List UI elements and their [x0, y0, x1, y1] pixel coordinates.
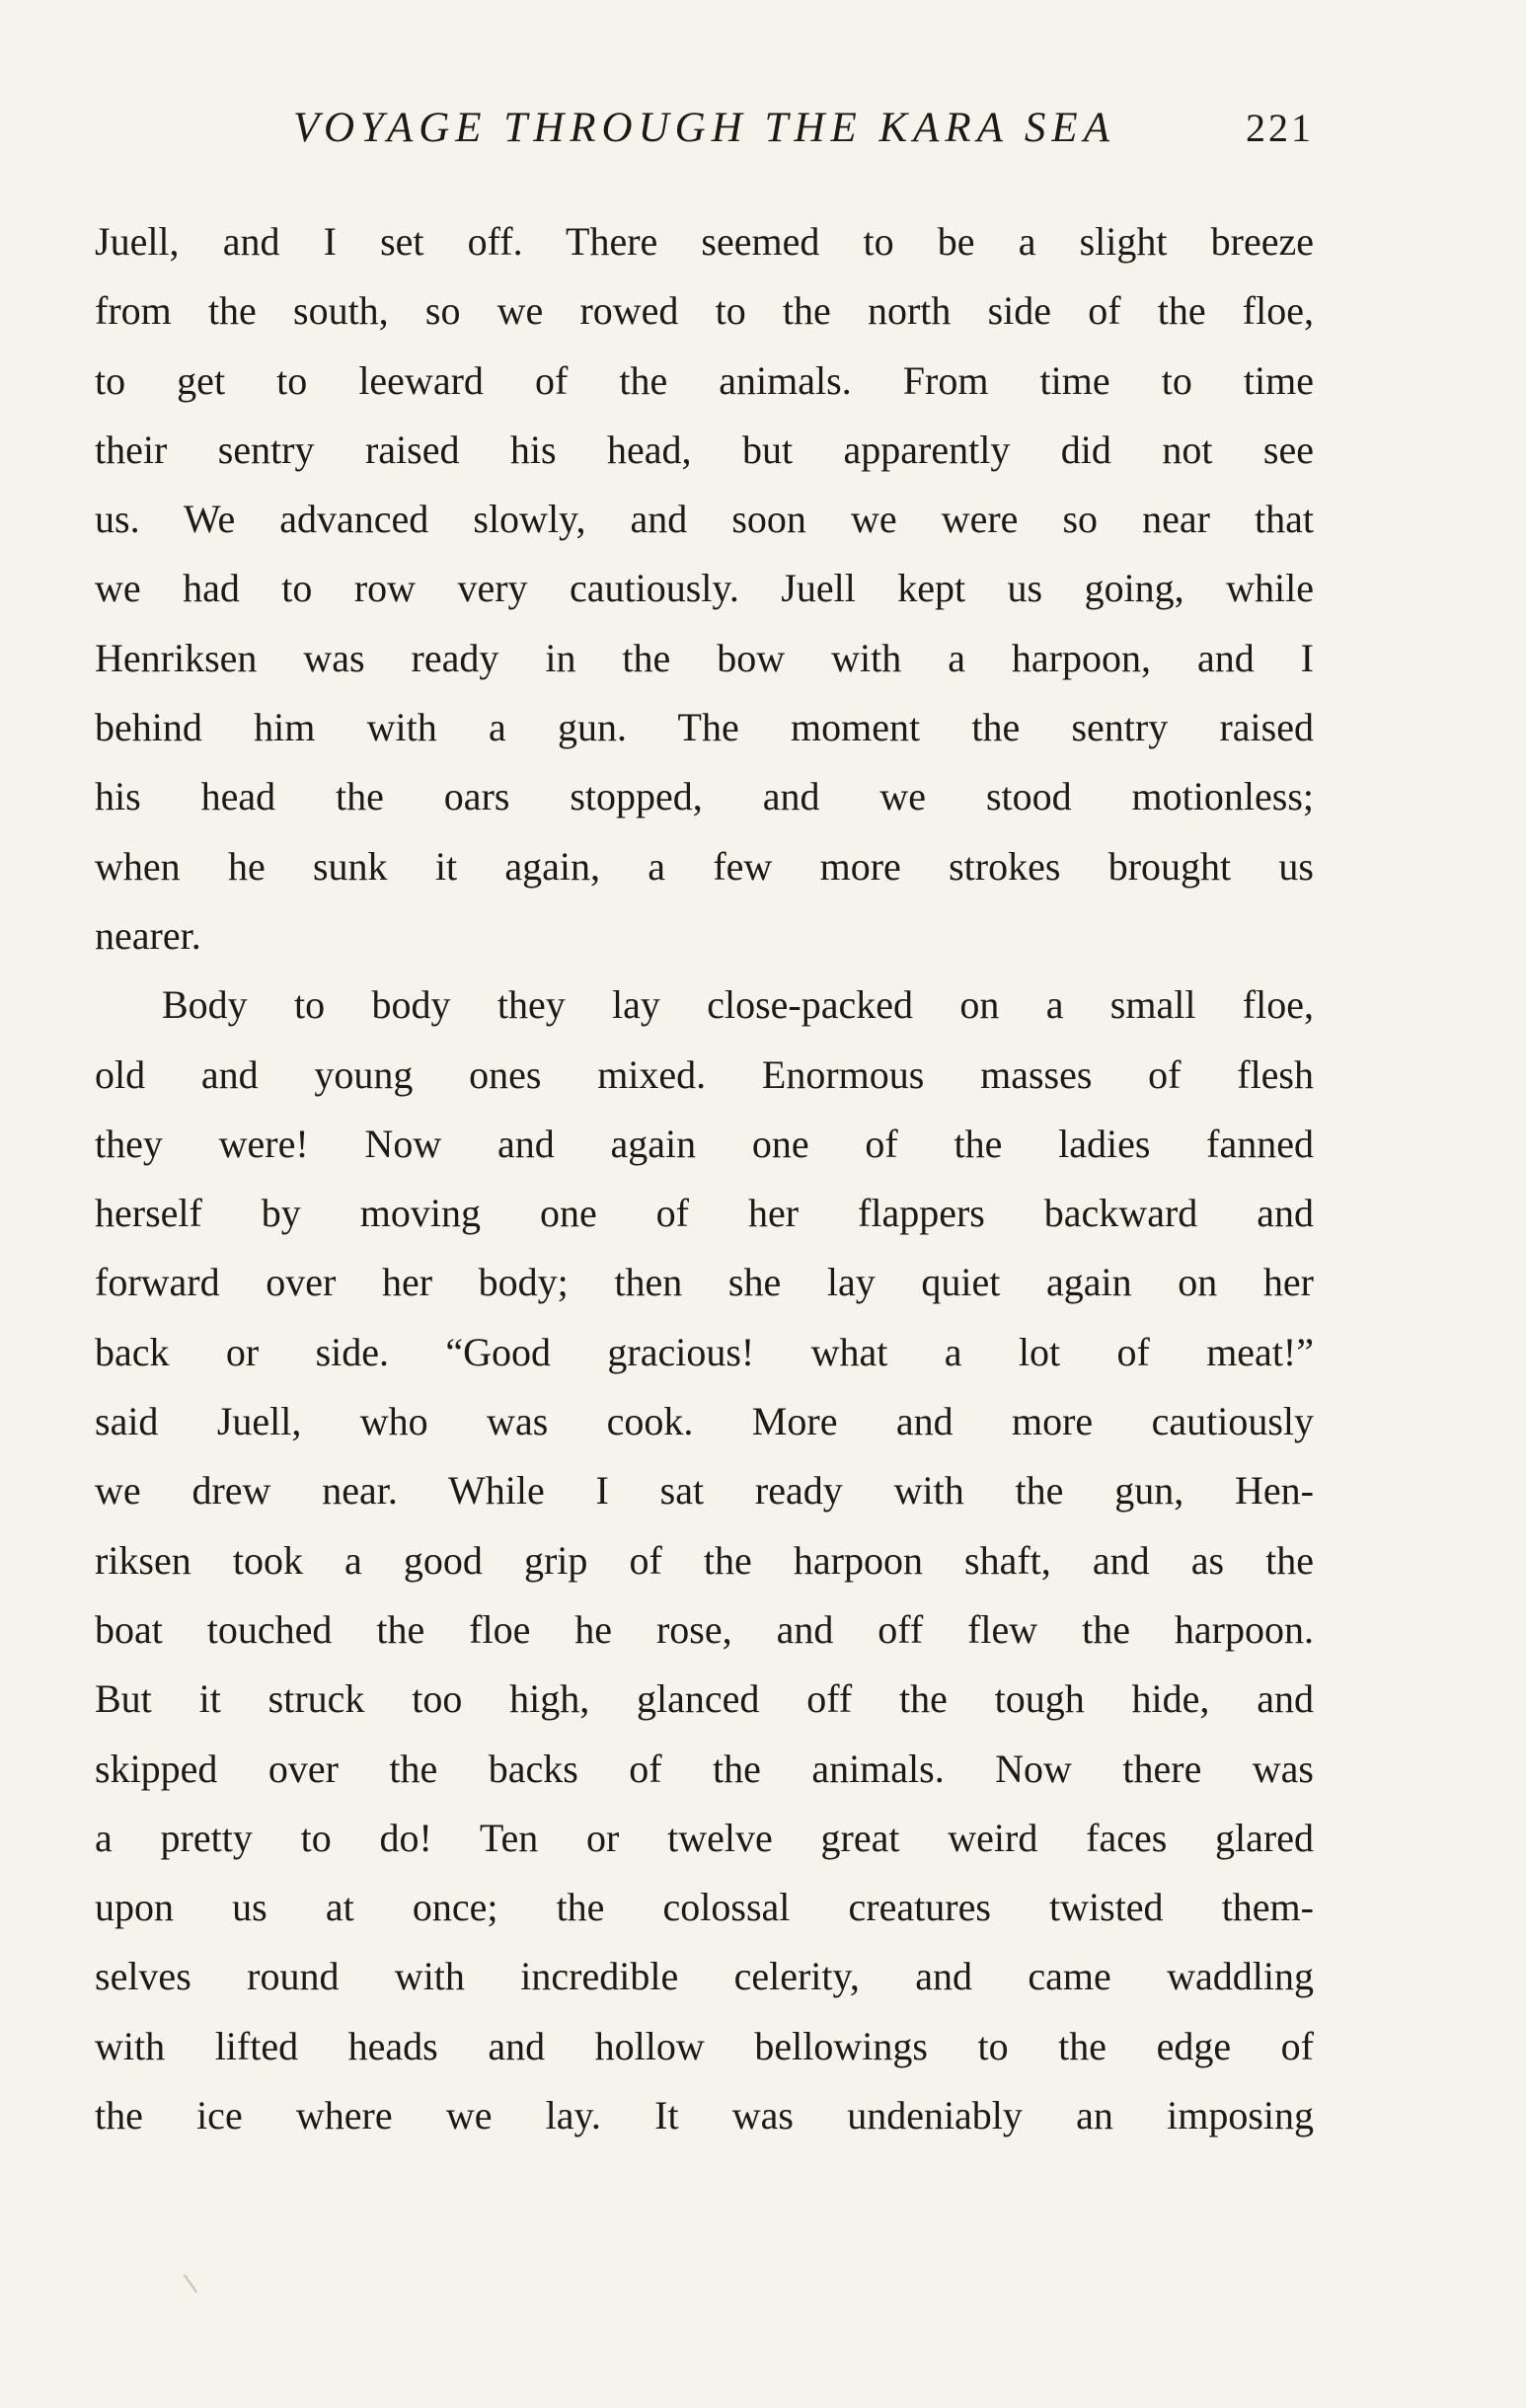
text-line: with lifted heads and hollow bellowings to the edge of — [95, 2023, 1314, 2068]
paper-mark — [184, 2274, 197, 2292]
text-line: Juell, and I set off. There seemed to be a slight breeze — [95, 219, 1314, 264]
text-line: Henriksen was ready in the bow with a harpoon, and I — [95, 635, 1314, 680]
text-line: behind him with a gun. The moment the sentry raised — [95, 705, 1314, 750]
running-title: VOYAGE THROUGH THE KARA SEA — [293, 105, 1115, 151]
text-line: skipped over the backs of the animals. Now there was — [95, 1746, 1314, 1791]
body-text — [95, 207, 1314, 2150]
text-line: old and young ones mixed. Enormous masses of flesh — [95, 1051, 1314, 1097]
text-line: herself by moving one of her flappers backward and — [95, 1191, 1314, 1236]
text-line: to get to leeward of the animals. From time to time — [95, 357, 1314, 403]
text-line: back or side. “Good gracious! what a lot of meat!” — [95, 1329, 1314, 1374]
text-line: us. We advanced slowly, and soon we were so near that — [95, 497, 1314, 542]
text-line: we had to row very cautiously. Juell kept us going, while — [95, 566, 1314, 611]
text-line: boat touched the floe he rose, and off flew the harpoon. — [95, 1606, 1314, 1652]
text-line: they were! Now and again one of the ladies fanned — [95, 1121, 1314, 1166]
text-line: his head the oars stopped, and we stood motionless; — [95, 774, 1314, 819]
text-line: the ice where we lay. It was undeniably an imposing — [95, 2093, 1314, 2138]
text-line: upon us at once; the colossal creatures twisted them- — [95, 1885, 1314, 1930]
text-line: selves round with incredible celerity, and came waddling — [95, 1954, 1314, 1999]
text-line: riksen took a good grip of the harpoon shaft, and as the — [95, 1537, 1314, 1583]
text-line: their sentry raised his head, but apparently did not see — [95, 427, 1314, 472]
text-line: said Juell, who was cook. More and more cautiously — [95, 1399, 1314, 1444]
text-line: But it struck too high, glanced off the tough hide, and — [95, 1676, 1314, 1722]
running-head — [95, 99, 1314, 158]
text-line: from the south, so we rowed to the north side of the floe, — [95, 288, 1314, 334]
text-line: nearer. — [95, 912, 201, 958]
text-line: a pretty to do! Ten or twelve great weird faces glared — [95, 1815, 1314, 1860]
text-line: we drew near. While I sat ready with the gun, Hen- — [95, 1468, 1314, 1514]
page-number: 221 — [1246, 106, 1314, 150]
text-line: when he sunk it again, a few more strokes brought us — [95, 843, 1314, 889]
text-line: forward over her body; then she lay quiet again on her — [95, 1260, 1314, 1305]
text-line: Body to body they lay close-packed on a small floe, — [162, 982, 1314, 1028]
